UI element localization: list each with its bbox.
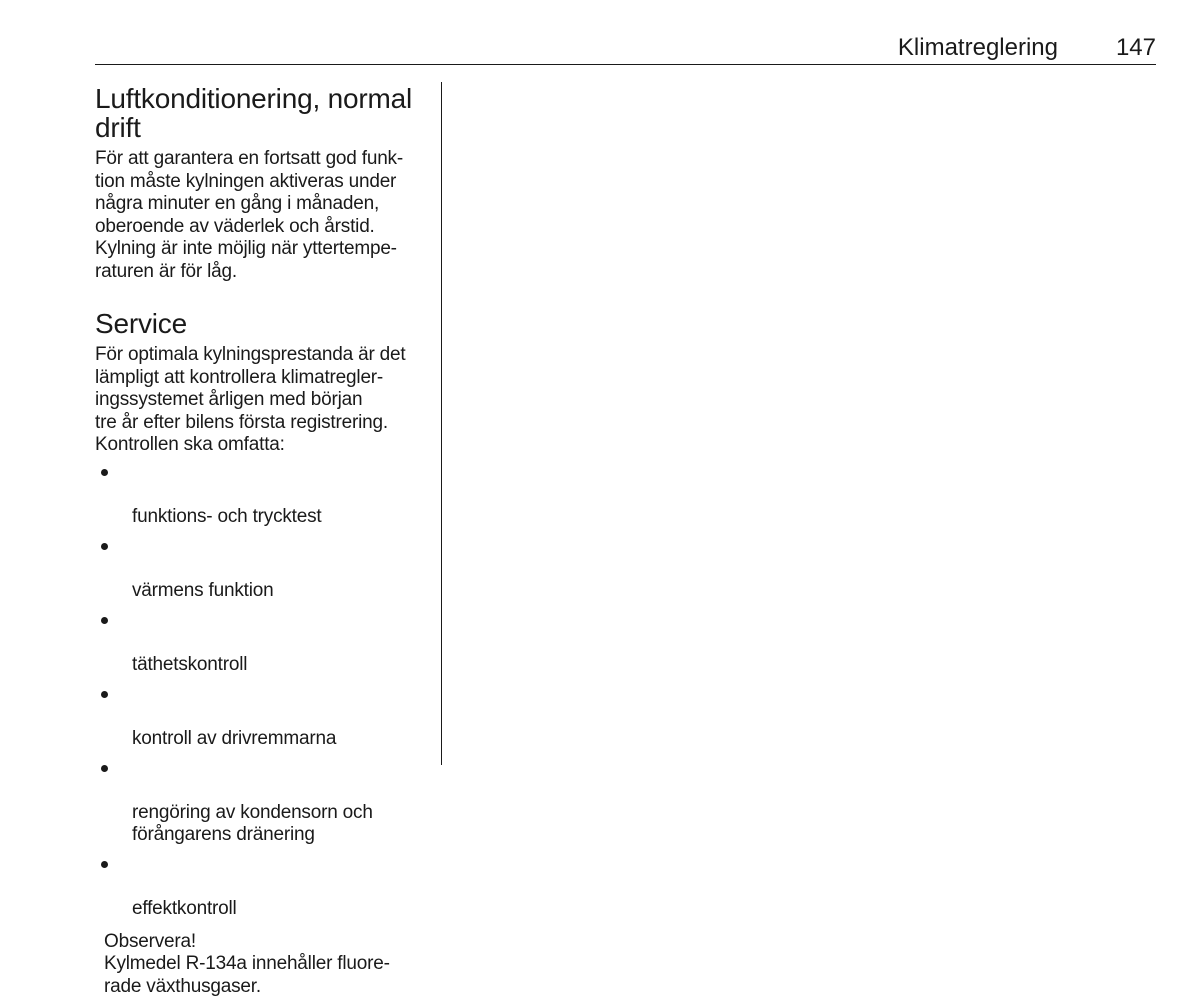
bullet-icon: [101, 861, 108, 868]
left-column: [95, 82, 435, 998]
checklist-item-text: effektkontroll: [132, 898, 237, 919]
checklist-item: [95, 535, 435, 603]
service-checklist: [95, 461, 435, 921]
checklist-item: [95, 461, 435, 529]
checklist-item-text: kontroll av drivremmarna: [132, 728, 336, 749]
checklist-item: [95, 609, 435, 677]
checklist-item: [95, 853, 435, 921]
section-air-conditioning: [95, 84, 435, 283]
checklist-item-text: täthetskontroll: [132, 654, 247, 675]
page-header: [95, 30, 1156, 65]
section-heading: Luftkonditionering, normal drift: [95, 84, 435, 142]
checklist-item-text: värmens funktion: [132, 580, 273, 601]
note-box: [104, 931, 435, 998]
checklist-item: [95, 683, 435, 751]
note-title: Observera!: [104, 931, 435, 954]
bullet-icon: [101, 617, 108, 624]
bullet-icon: [101, 469, 108, 476]
section-paragraph: För optimala kylningsprestanda är det lämpligt att kontrollera klimatregler- ingssystemet årligen med början tre år efter bilens första registrering. Kontrollen ska omfatta:: [95, 344, 435, 457]
section-service: [95, 309, 435, 998]
page-number: 147: [1116, 34, 1156, 62]
chapter-title: Klimatreglering: [898, 34, 1058, 62]
bullet-icon: [101, 543, 108, 550]
note-text: Kylmedel R-134a innehåller fluore- rade växthusgaser.: [104, 953, 435, 998]
bullet-icon: [101, 691, 108, 698]
checklist-item-text: rengöring av kondensorn och förångarens dränering: [132, 802, 373, 846]
column-divider: [441, 82, 442, 765]
checklist-item-text: funktions- och trycktest: [132, 506, 322, 527]
section-paragraph: För att garantera en fortsatt god funk- tion måste kylningen aktiveras under några minuter en gång i månaden, oberoende av väderlek och årstid. Kylning är inte möjlig när yttertempe- raturen är för låg.: [95, 148, 435, 283]
bullet-icon: [101, 765, 108, 772]
section-heading: Service: [95, 309, 435, 338]
